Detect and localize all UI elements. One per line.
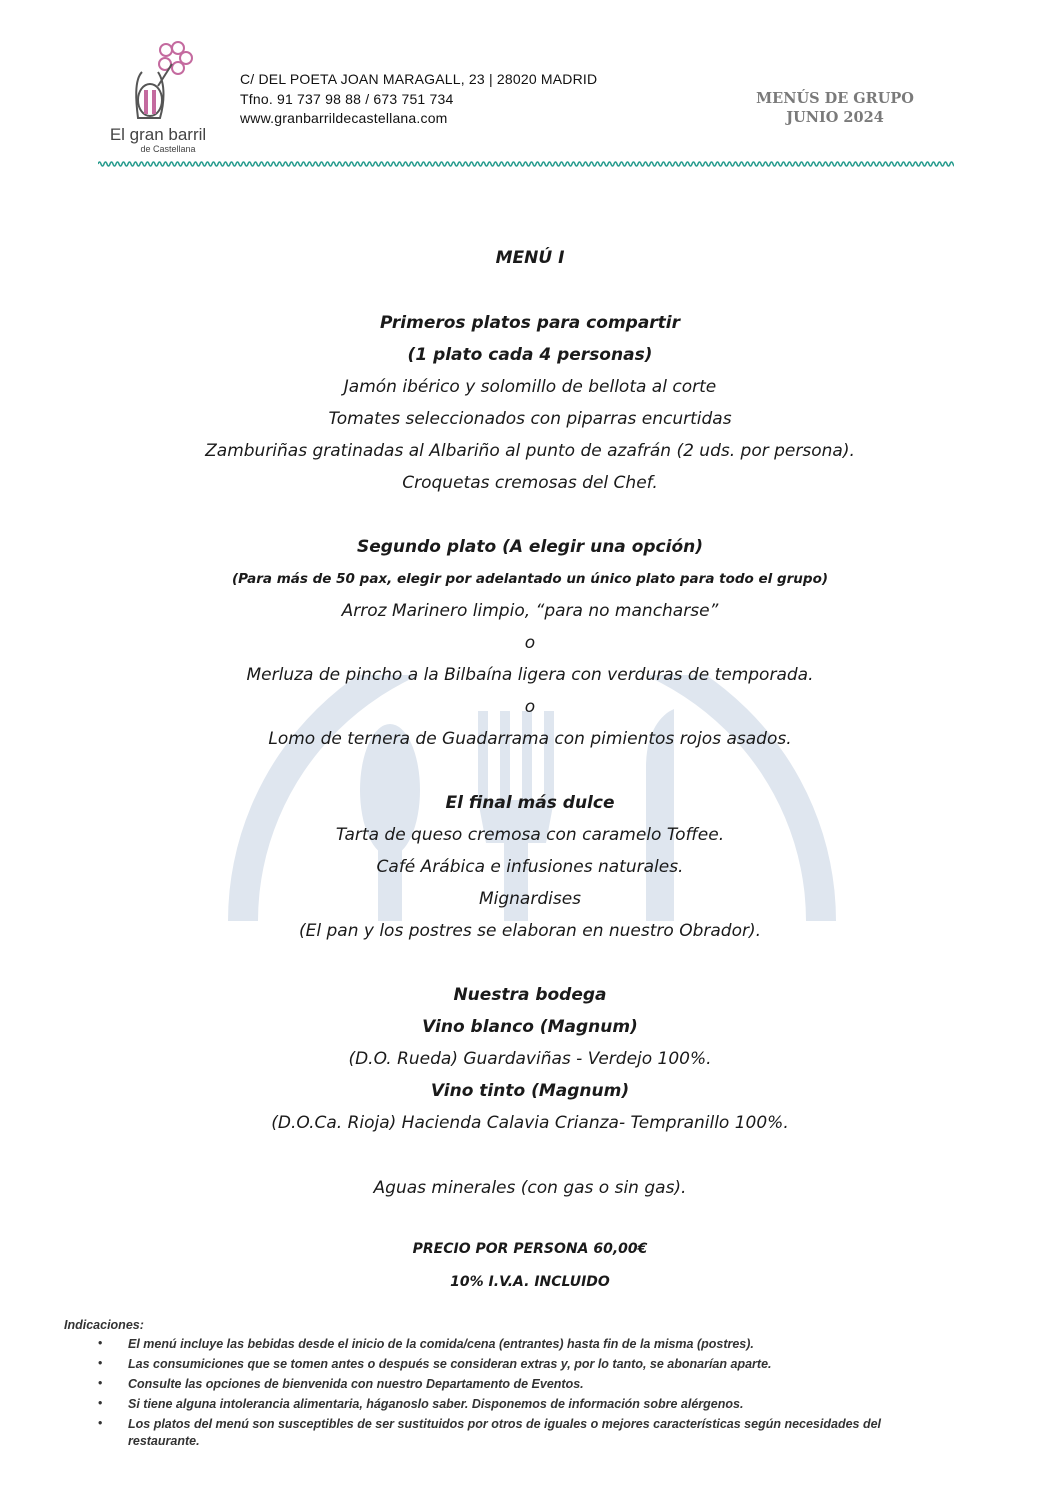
white-wine-label: Vino blanco (Magnum) bbox=[422, 1017, 638, 1037]
mains-note: (Para más de 50 pax, elegir por adelantado un único plato para todo el grupo) bbox=[231, 571, 829, 587]
note-item: Los platos del menú son susceptibles de ser sustituidos por otros de iguales o mejores características según necesidades del restaurante. bbox=[128, 1417, 882, 1448]
starter-item: Zamburiñas gratinadas al Albariño al punto de azafrán (2 uds. por persona). bbox=[205, 441, 855, 461]
starter-item: Jamón ibérico y solomillo de bellota al corte bbox=[343, 377, 717, 397]
dessert-item: (El pan y los postres se elaboran en nuestro Obrador). bbox=[298, 921, 761, 941]
note-item: Consulte las opciones de bienvenida con nuestro Departamento de Eventos. bbox=[128, 1377, 584, 1391]
wine-heading: Nuestra bodega bbox=[453, 985, 607, 1005]
mains-heading: Segundo plato (A elegir una opción) bbox=[356, 537, 704, 557]
phone: Tfno. 91 737 98 88 / 673 751 734 bbox=[240, 91, 454, 107]
menu-date: JUNIO 2024 bbox=[786, 109, 884, 126]
red-wine-label: Vino tinto (Magnum) bbox=[430, 1081, 630, 1101]
bullet: • bbox=[98, 1356, 103, 1370]
main-option: Merluza de pincho a la Bilbaína ligera con verduras de temporada. bbox=[246, 665, 814, 685]
note-item: Si tiene alguna intolerancia alimentaria, háganoslo saber. Disponemos de información sobre alérgenos. bbox=[128, 1397, 744, 1411]
menu-title: MENÚ I bbox=[495, 248, 565, 268]
logo-subtext: de Castellana bbox=[140, 144, 196, 154]
bullet: • bbox=[98, 1396, 103, 1410]
bullet: • bbox=[98, 1416, 103, 1430]
bullet: • bbox=[98, 1336, 103, 1350]
dessert-heading: El final más dulce bbox=[445, 793, 615, 813]
note-item: Las consumiciones que se tomen antes o después se consideran extras y, por lo tanto, se abonarían aparte. bbox=[128, 1357, 772, 1371]
starter-item: Croquetas cremosas del Chef. bbox=[402, 473, 658, 493]
wave-divider bbox=[98, 159, 954, 169]
starters-subheading: (1 plato cada 4 personas) bbox=[407, 345, 653, 365]
bullet: • bbox=[98, 1376, 103, 1390]
logo-text: El gran barril bbox=[109, 125, 207, 144]
dessert-item: Mignardises bbox=[478, 889, 582, 909]
starters-heading: Primeros platos para compartir bbox=[379, 313, 681, 333]
note-item: El menú incluye las bebidas desde el inicio de la comida/cena (entrantes) hasta fin de la misma (postres). bbox=[128, 1337, 754, 1351]
notes-title: Indicaciones: bbox=[64, 1318, 144, 1332]
address: C/ DEL POETA JOAN MARAGALL, 23 | 28020 MADRID bbox=[240, 71, 598, 87]
water: Aguas minerales (con gas o sin gas). bbox=[373, 1178, 687, 1198]
option-separator: o bbox=[524, 697, 536, 717]
starter-item: Tomates seleccionados con piparras encurtidas bbox=[328, 409, 732, 429]
main-option: Lomo de ternera de Guadarrama con pimientos rojos asados. bbox=[268, 729, 792, 749]
restaurant-logo bbox=[98, 40, 218, 158]
dessert-item: Tarta de queso cremosa con caramelo Toffee. bbox=[335, 825, 725, 845]
menu-type: MENÚS DE GRUPO bbox=[756, 90, 914, 107]
option-separator: o bbox=[524, 633, 536, 653]
website: www.granbarrildecastellana.com bbox=[240, 110, 448, 126]
dessert-item: Café Arábica e infusiones naturales. bbox=[376, 857, 684, 877]
price: PRECIO POR PERSONA 60,00€ bbox=[412, 1241, 648, 1257]
white-wine: (D.O. Rueda) Guardaviñas - Verdejo 100%. bbox=[348, 1049, 712, 1069]
vat-note: 10% I.V.A. INCLUIDO bbox=[450, 1274, 610, 1290]
red-wine: (D.O.Ca. Rioja) Hacienda Calavia Crianza- Tempranillo 100%. bbox=[271, 1113, 789, 1133]
main-option: Arroz Marinero limpio, “para no mancharse” bbox=[341, 601, 719, 621]
